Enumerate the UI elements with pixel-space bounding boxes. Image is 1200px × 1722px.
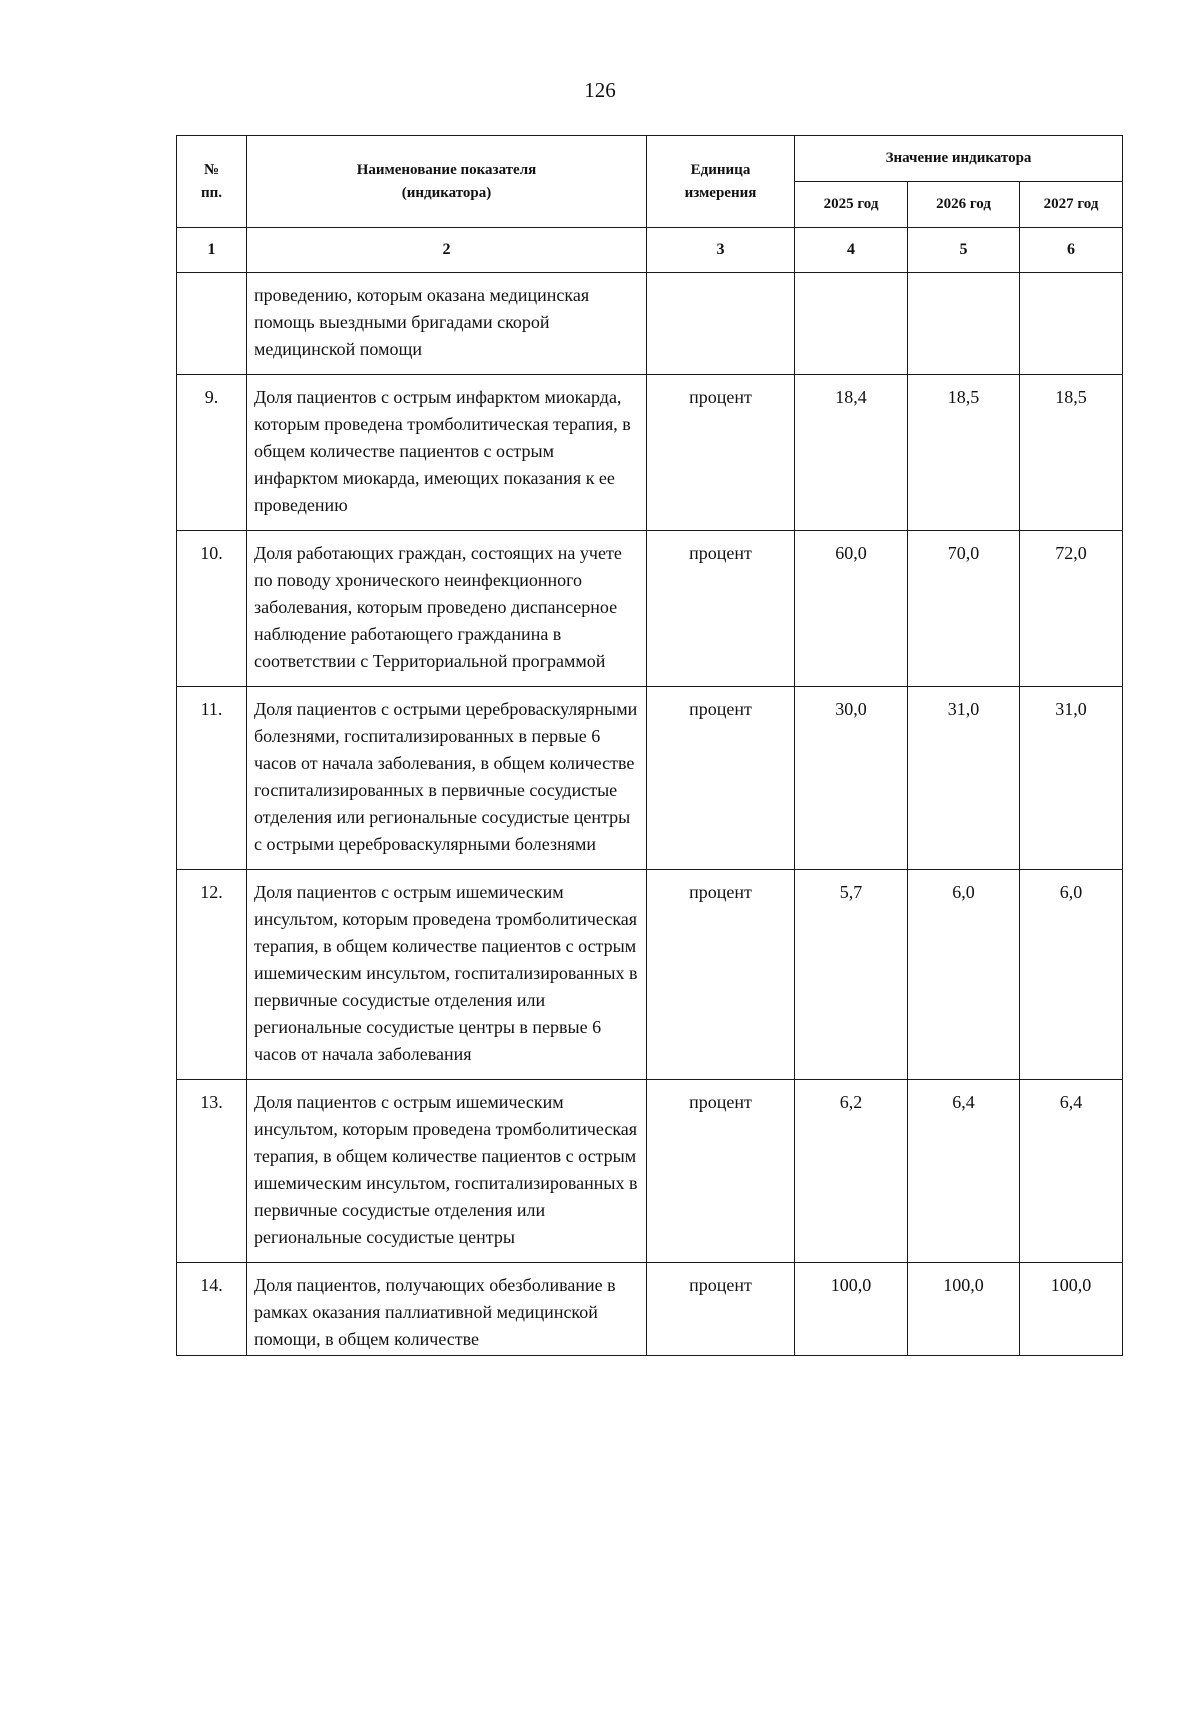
table-header [177,136,1123,273]
row-value-2027: 100,0 [1020,1263,1123,1356]
column-number: 5 [908,228,1020,273]
header-year-2026: 2026 год [908,182,1020,228]
row-indicator-name: Доля работающих граждан, состоящих на учете по поводу хронического неинфекционного заболевания, которым проведено диспансерное наблюдение работающего гражданина в соответствии с Территориальной программой [247,531,647,687]
row-value-2027 [1020,273,1123,375]
table-row [177,375,1123,531]
row-value-2025: 100,0 [795,1263,908,1356]
row-unit: процент [647,870,795,1080]
row-number: 13. [177,1080,247,1263]
header-unit [647,136,795,228]
row-value-2026: 6,4 [908,1080,1020,1263]
column-number: 6 [1020,228,1123,273]
row-value-2027: 31,0 [1020,687,1123,870]
header-indicator-value: Значение индикатора [795,136,1123,182]
row-value-2027: 18,5 [1020,375,1123,531]
table-row [177,687,1123,870]
header-unit-line1: Единица [690,161,751,178]
table-row [177,273,1123,375]
column-number: 2 [247,228,647,273]
row-value-2025: 60,0 [795,531,908,687]
column-number: 4 [795,228,908,273]
row-value-2026: 18,5 [908,375,1020,531]
page-number: 126 [584,78,616,102]
header-number-line1: № [203,161,220,178]
table-row [177,870,1123,1080]
header-indicator-name [247,136,647,228]
row-indicator-name: Доля пациентов, получающих обезболивание в рамках оказания паллиативной медицинской помощи, в общем количестве [247,1263,647,1356]
table-body [177,273,1123,1356]
row-number: 10. [177,531,247,687]
table-row [177,531,1123,687]
row-value-2027: 6,0 [1020,870,1123,1080]
header-number-line2: пп. [200,184,223,201]
table-row [177,1263,1123,1356]
row-value-2025: 30,0 [795,687,908,870]
header-year-2025: 2025 год [795,182,908,228]
row-value-2027: 72,0 [1020,531,1123,687]
indicators-table [176,135,1123,1356]
row-number: 11. [177,687,247,870]
row-value-2026: 70,0 [908,531,1020,687]
header-year-2027: 2027 год [1020,182,1123,228]
row-value-2026: 31,0 [908,687,1020,870]
row-unit: процент [647,1080,795,1263]
row-unit [647,273,795,375]
row-value-2025 [795,273,908,375]
row-unit: процент [647,531,795,687]
header-number [177,136,247,228]
header-unit-line2: измерения [684,184,757,201]
row-number: 14. [177,1263,247,1356]
row-value-2026 [908,273,1020,375]
row-unit: процент [647,375,795,531]
row-value-2027: 6,4 [1020,1080,1123,1263]
row-value-2025: 5,7 [795,870,908,1080]
row-number: 9. [177,375,247,531]
table-row [177,1080,1123,1263]
column-numbers-row [177,228,1123,273]
row-indicator-name: Доля пациентов с острым ишемическим инсультом, которым проведена тромболитическая терапия, в общем количестве пациентов с острым ишемическим инсультом, госпитализированных в первичные сосудистые отделения или региональные сосудистые центры в первые 6 часов от начала заболевания [247,870,647,1080]
row-unit: процент [647,687,795,870]
row-value-2026: 100,0 [908,1263,1020,1356]
column-number: 1 [177,228,247,273]
row-indicator-name: проведению, которым оказана медицинская помощь выездными бригадами скорой медицинской помощи [247,273,647,375]
row-indicator-name: Доля пациентов с острыми цереброваскулярными болезнями, госпитализированных в первые 6 часов от начала заболевания, в общем количестве госпитализированных в первичные сосудистые отделения или региональные сосудистые центры с острыми цереброваскулярными болезнями [247,687,647,870]
row-indicator-name: Доля пациентов с острым инфарктом миокарда, которым проведена тромболитическая терапия, в общем количестве пациентов с острым инфарктом миокарда, имеющих показания к ее проведению [247,375,647,531]
row-unit: процент [647,1263,795,1356]
header-name-line2: (индикатора) [401,184,492,201]
row-value-2026: 6,0 [908,870,1020,1080]
row-number [177,273,247,375]
row-indicator-name: Доля пациентов с острым ишемическим инсультом, которым проведена тромболитическая терапия, в общем количестве пациентов с острым ишемическим инсультом, госпитализированных в первичные сосудистые отделения или региональные сосудистые центры [247,1080,647,1263]
column-number: 3 [647,228,795,273]
row-number: 12. [177,870,247,1080]
row-value-2025: 6,2 [795,1080,908,1263]
header-name-line1: Наименование показателя [356,161,537,178]
row-value-2025: 18,4 [795,375,908,531]
